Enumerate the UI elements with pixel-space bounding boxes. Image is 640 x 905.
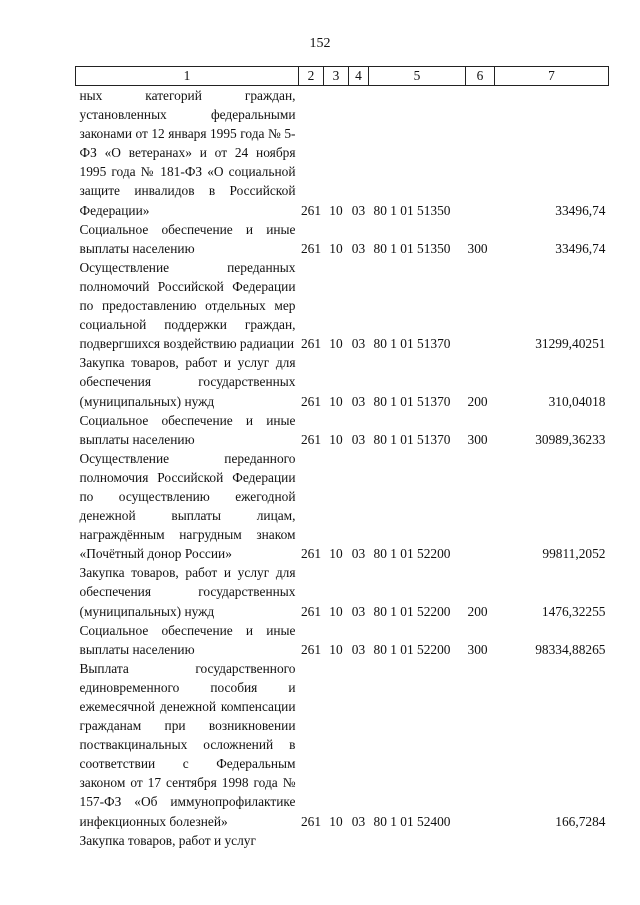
column-header-7: 7 [495, 67, 609, 86]
row-name-text: Закупка товаров, работ и услуг [79, 832, 256, 848]
table-row [76, 621, 609, 659]
row-section-cell [324, 831, 349, 850]
row-code-cell: 261 [300, 813, 322, 829]
row-expense-type-cell [466, 831, 495, 850]
row-expense-type-cell: 200 [467, 393, 488, 409]
row-name-text: Выплата государственного единовременного пособия и ежемесячной денежной компенсации гражданам при возникновении поствакцинальных осложнений в соответствии с Федеральным законом от 17 сентября 1998 года № 157-ФЗ «Об иммунопрофилактике инфекционных болезней» [79, 660, 296, 829]
row-amount-cell: 166,7284 [555, 813, 606, 829]
row-section-cell: 10 [329, 202, 343, 218]
row-subsection-cell: 03 [351, 603, 366, 619]
row-code-cell: 261 [300, 603, 322, 619]
row-subsection-cell: 03 [351, 393, 366, 409]
row-name-text: ных категорий граждан, установленных федеральными законами от 12 января 1995 года № 5-ФЗ «О ветеранах» и от 24 ноября 1995 года № 181-ФЗ «О социальной защите инвалидов в Российской Федерации» [79, 88, 296, 218]
row-amount-cell: 98334,88265 [535, 641, 606, 657]
row-amount-cell: 99811,2052 [542, 546, 606, 562]
row-subsection-cell: 03 [351, 202, 366, 218]
row-section-cell: 10 [329, 603, 343, 619]
row-subsection-cell: 03 [351, 813, 366, 829]
row-subsection-cell: 03 [351, 641, 366, 657]
table-body [76, 86, 609, 850]
row-name-cell [76, 831, 299, 850]
row-name-text: Осуществление переданных полномочий Российской Федерации по предоставлению отдельных мер социальной поддержки граждан, подвергшихся воздействию радиации [79, 259, 296, 352]
row-subsection-cell: 03 [351, 546, 366, 562]
row-target-cell: 80 1 01 51350 [373, 240, 451, 256]
row-expense-type-cell: 200 [467, 603, 488, 619]
row-subsection-cell: 03 [351, 431, 366, 447]
row-section-cell: 10 [329, 431, 343, 447]
table-header-row [76, 67, 609, 86]
row-code-cell [299, 831, 324, 850]
row-target-cell: 80 1 01 52200 [373, 546, 451, 562]
row-expense-type-cell [466, 659, 495, 831]
row-amount-cell [495, 831, 609, 850]
column-header-5: 5 [369, 67, 466, 86]
row-name-cell [76, 563, 299, 620]
row-section-cell: 10 [329, 240, 343, 256]
row-name-cell [76, 621, 299, 659]
budget-table [75, 66, 609, 850]
row-code-cell: 261 [300, 546, 322, 562]
row-subsection-cell [349, 831, 369, 850]
row-name-text: Осуществление переданного полномочия Российской Федерации по осуществлению ежегодной денежной выплаты лицам, награждённым нагрудным знаком «Почётный донор России» [79, 450, 296, 562]
row-name-cell [76, 86, 299, 220]
row-subsection-cell: 03 [351, 240, 366, 256]
table-row [76, 86, 609, 220]
row-target-cell [369, 831, 466, 850]
row-expense-type-cell [466, 86, 495, 220]
row-name-text: Социальное обеспечение и иные выплаты населению [79, 221, 296, 256]
row-name-text: Социальное обеспечение и иные выплаты населению [79, 412, 296, 447]
row-name-cell [76, 411, 299, 449]
row-expense-type-cell [466, 449, 495, 564]
row-amount-cell: 1476,32255 [541, 603, 606, 619]
column-header-2: 2 [299, 67, 324, 86]
row-code-cell: 261 [300, 202, 322, 218]
table-row [76, 411, 609, 449]
row-target-cell: 80 1 01 52200 [373, 641, 451, 657]
table-row [76, 563, 609, 620]
row-target-cell: 80 1 01 51370 [373, 393, 451, 409]
column-header-4: 4 [349, 67, 369, 86]
row-code-cell: 261 [300, 641, 322, 657]
row-name-text: Закупка товаров, работ и услуг для обеспечения государственных (муниципальных) нужд [79, 565, 296, 619]
row-name-cell [76, 449, 299, 564]
table-row [76, 659, 609, 831]
row-subsection-cell: 03 [351, 336, 366, 352]
row-target-cell: 80 1 01 51350 [373, 202, 451, 218]
table-row [76, 831, 609, 850]
row-target-cell: 80 1 01 51370 [373, 431, 451, 447]
column-header-3: 3 [324, 67, 349, 86]
table-row [76, 220, 609, 258]
row-amount-cell: 33496,74 [555, 202, 606, 218]
row-section-cell: 10 [329, 336, 343, 352]
table-row [76, 258, 609, 353]
row-section-cell: 10 [329, 641, 343, 657]
row-code-cell: 261 [300, 336, 322, 352]
row-name-text: Социальное обеспечение и иные выплаты населению [79, 622, 296, 657]
row-expense-type-cell: 300 [467, 431, 488, 447]
page-number: 152 [309, 36, 331, 51]
column-header-6: 6 [466, 67, 495, 86]
table-row [76, 449, 609, 564]
row-expense-type-cell: 300 [467, 240, 488, 256]
row-target-cell: 80 1 01 52200 [373, 603, 451, 619]
table-row [76, 353, 609, 410]
row-amount-cell: 33496,74 [555, 240, 606, 256]
row-amount-cell: 310,04018 [548, 393, 606, 409]
row-name-text: Закупка товаров, работ и услуг для обеспечения государственных (муниципальных) нужд [79, 355, 296, 409]
row-amount-cell: 30989,36233 [535, 431, 606, 447]
row-expense-type-cell: 300 [467, 641, 488, 657]
row-target-cell: 80 1 01 52400 [373, 813, 451, 829]
row-section-cell: 10 [329, 546, 343, 562]
row-name-cell [76, 220, 299, 258]
row-section-cell: 10 [329, 393, 343, 409]
row-code-cell: 261 [300, 431, 322, 447]
row-target-cell: 80 1 01 51370 [373, 336, 451, 352]
row-code-cell: 261 [300, 393, 322, 409]
row-amount-cell: 31299,40251 [535, 336, 606, 352]
row-code-cell: 261 [300, 240, 322, 256]
row-name-cell [76, 659, 299, 831]
row-expense-type-cell [466, 258, 495, 353]
column-header-1: 1 [76, 67, 299, 86]
row-section-cell: 10 [329, 813, 343, 829]
row-name-cell [76, 258, 299, 353]
row-name-cell [76, 353, 299, 410]
